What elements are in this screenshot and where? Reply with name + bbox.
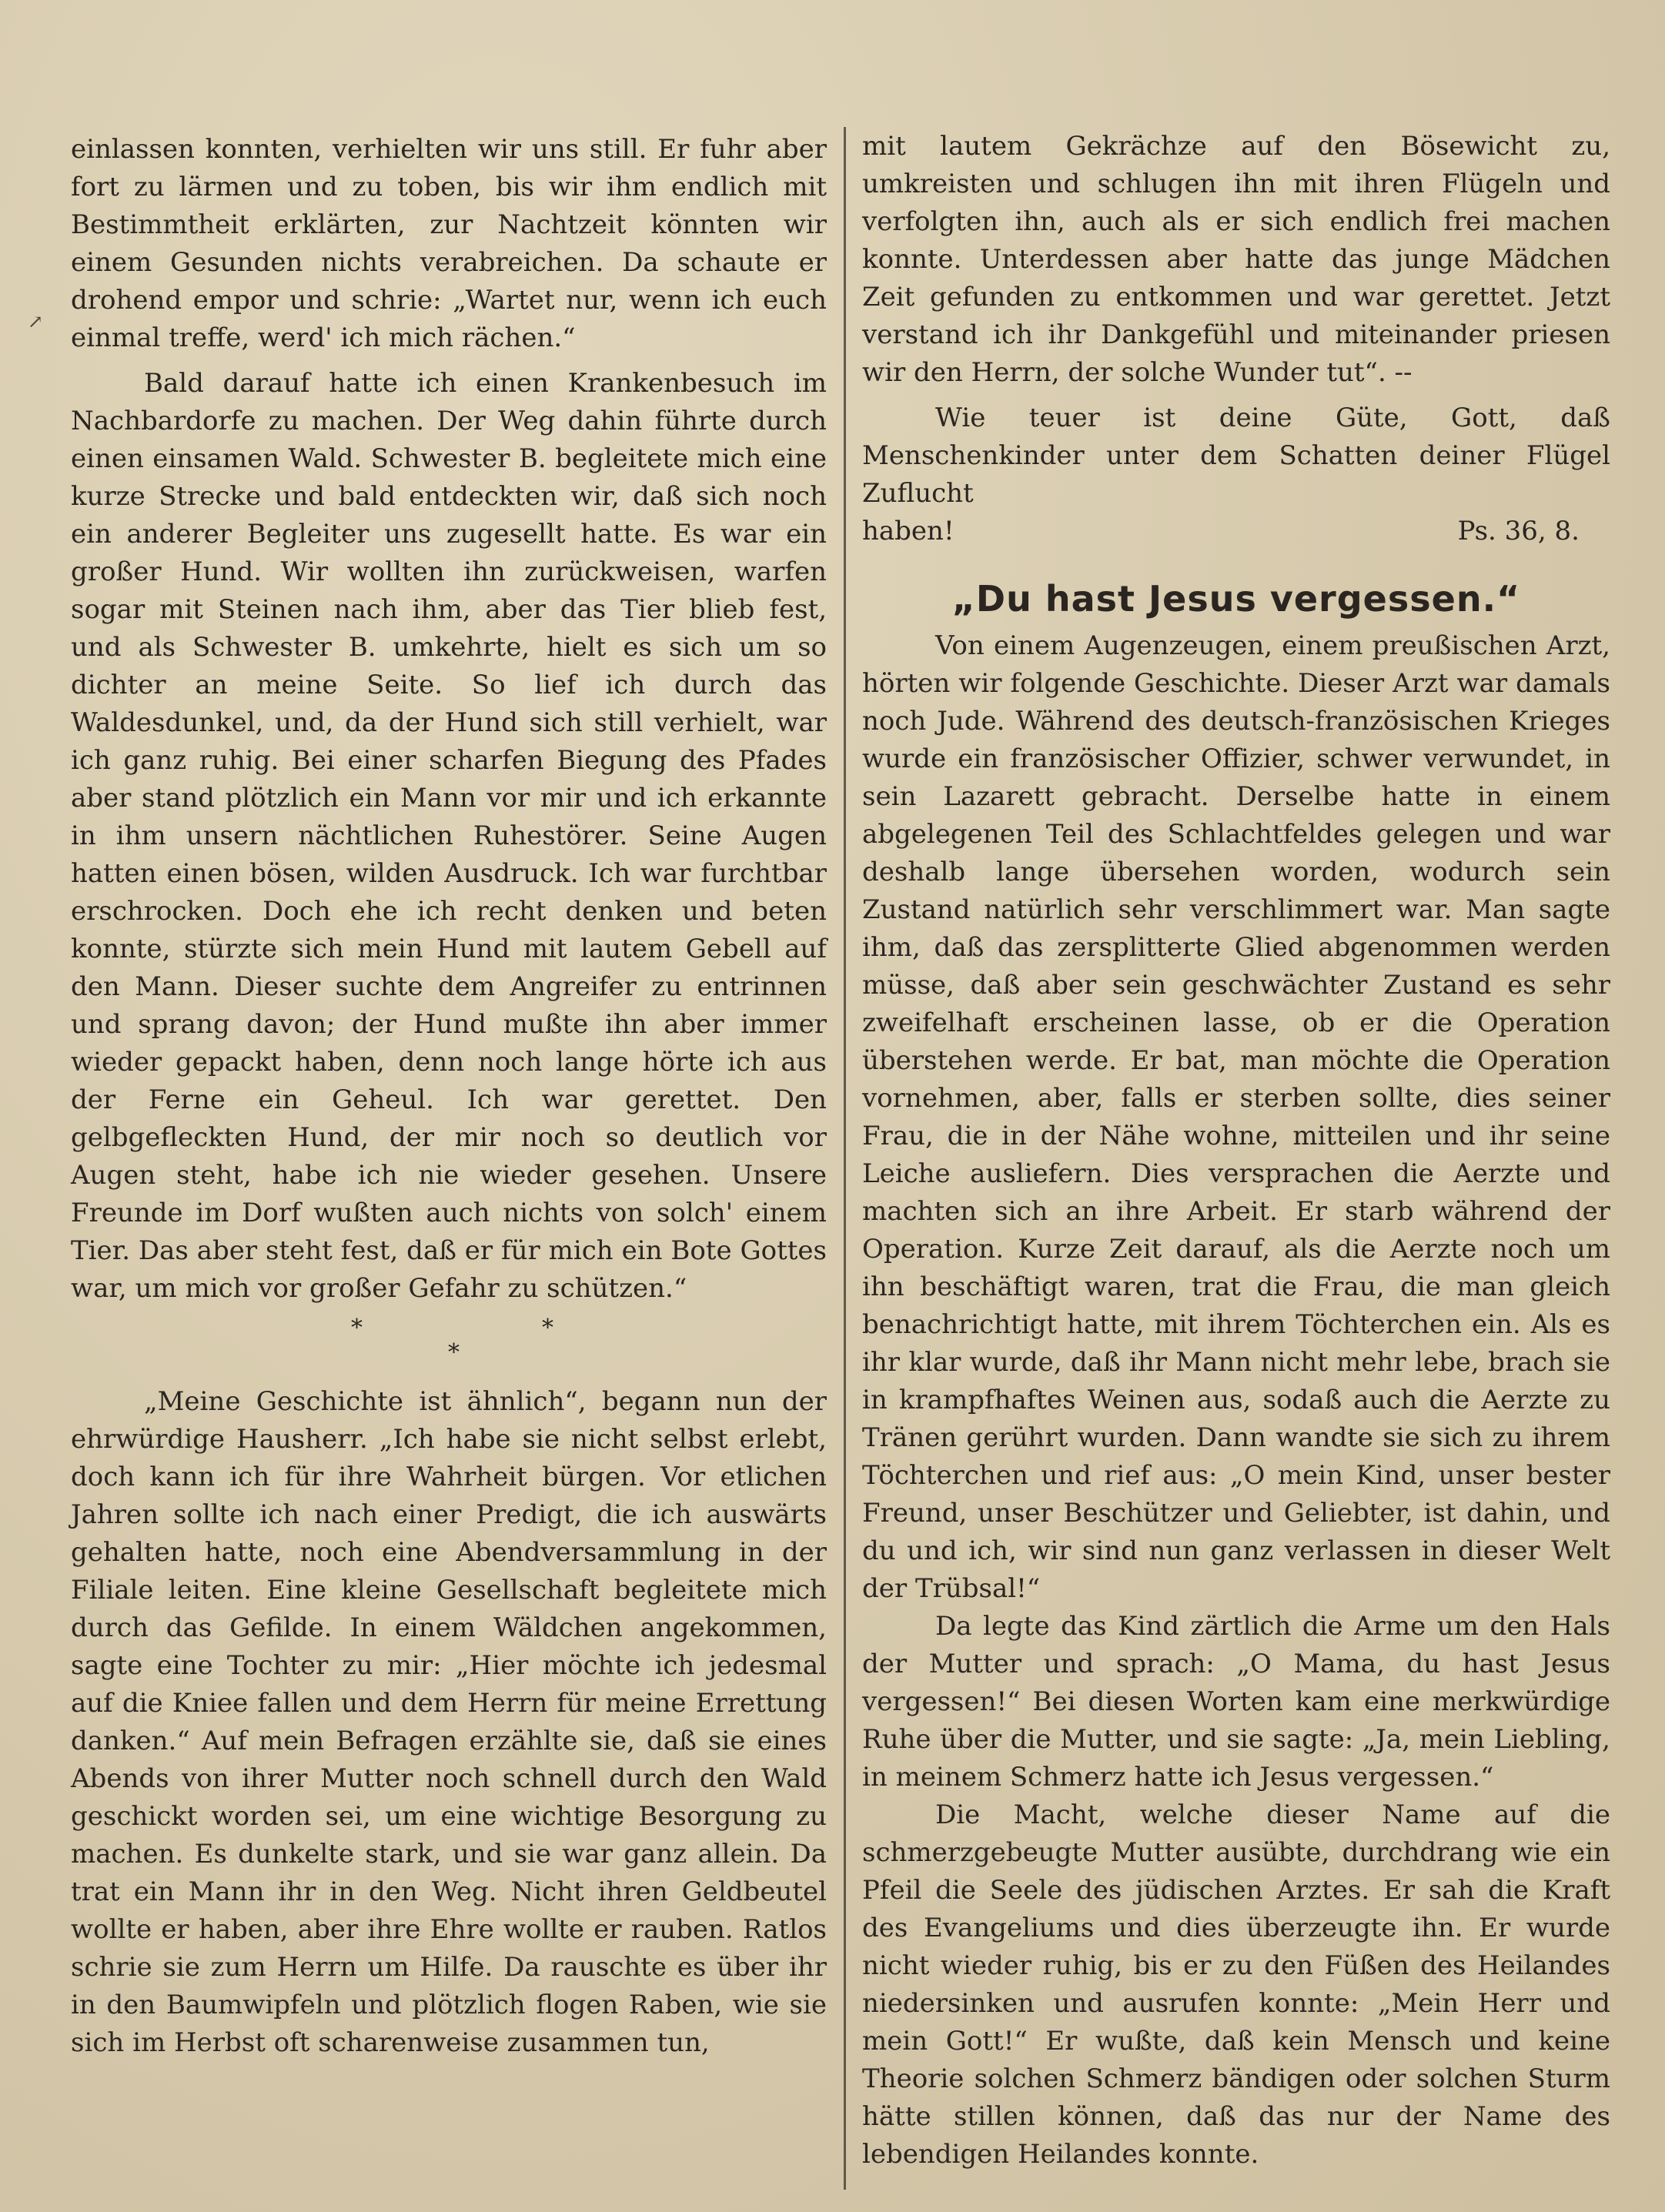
article-paragraph-2: Da legte das Kind zärtlich die Arme um den Hals der Mutter und sprach: „O Mama, du hast Jesus vergessen!“ Bei diesen Worten kam eine merkwürdige Ruhe über die Mutter, und sie sagte: „Ja, mein Liebling, in meinem Schmerz hatte ich Jesus vergessen.“ — [862, 1611, 1610, 1793]
paragraph-raven-story: „Meine Geschichte ist ähnlich“, begann nun der ehrwürdige Hausherr. „Ich habe sie nicht selbst erlebt, doch kann ich für ihre Wahrheit bürgen. Vor etlichen Jahren sollte ich nach einer Predigt, die ich auswärts gehalten hatte, noch eine Abendversammlung in der Filiale leiten. Eine kleine Gesellschaft begleitete mich durch das Gefilde. In einem Wäldchen angekommen, sagte eine Tochter zu mir: „Hier möchte ich jedesmal auf die Kniee fallen und dem Herrn für meine Errettung danken.“ Auf mein Befragen erzählte sie, daß sie eines Abends von ihrer Mutter noch schnell durch den Wald geschickt worden sei, um eine wichtige Besorgung zu machen. Es dunkelte stark, und sie war ganz allein. Da trat ein Mann ihr in den Weg. Nicht ihren Geldbeutel wollte er haben, aber ihre Ehre wollte er rauben. Ratlos schrie sie zum Herrn um Hilfe. Da rauschte es über ihr in den Baumwipfeln und plötzlich flogen Raben, wie sie sich im Herbst oft scharenweise zusammen tun, — [71, 1386, 827, 2058]
psalm-reference: Ps. 36, 8. — [1457, 516, 1580, 546]
psalm-citation-line — [862, 513, 1610, 550]
article-paragraph-3: Die Macht, welche dieser Name auf die schmerzgebeugte Mutter ausübte, durchdrang wie ein Pfeil die Seele des jüdischen Arztes. Er sah die Kraft des Evangeliums und dies überzeugte ihn. Er wurde nicht wieder ruhig, bis er zu den Füßen des Heilandes niedersinken und ausrufen konnte: „Mein Herr und mein Gott!“ Er wußte, daß kein Mensch und keine Theorie solchen Schmerz bändigen oder solchen Sturm hätte stillen können, daß das nur der Name des lebendigen Heilandes konnte. — [862, 1799, 1610, 2170]
paragraph-continuation: einlassen konnten, verhielten wir uns still. Er fuhr aber fort zu lärmen und zu toben, bis wir ihm endlich mit Bestimmtheit erklärten, zur Nachtzeit könnten wir einem Gesunden nichts verabreichen. Da schaute er drohend empor und schrie: „Wartet nur, wenn ich euch einmal treffe, werd' ich mich rächen.“ — [71, 134, 827, 353]
margin-mark: ↗ — [28, 311, 44, 332]
separator-star: * — [448, 1339, 460, 1366]
paragraph-dog-story: Bald darauf hatte ich einen Krankenbesuch im Nachbardorfe zu machen. Der Weg dahin führte durch einen einsamen Wald. Schwester B. begleitete mich eine kurze Strecke und bald entdeckten wir, daß sich noch ein anderer Begleiter uns zugesellt hatte. Es war ein großer Hund. Wir wollten ihn zurückweisen, warfen sogar mit Steinen nach ihm, aber das Tier blieb fest, und als Schwester B. umkehrte, hielt es sich um so dichter an meine Seite. So lief ich durch das Waldesdunkel, und, da der Hund sich still verhielt, war ich ganz ruhig. Bei einer scharfen Biegung des Pfades aber stand plötzlich ein Mann vor mir und ich erkannte in ihm unsern nächtlichen Ruhestörer. Seine Augen hatten einen bösen, wilden Ausdruck. Ich war furchtbar erschrocken. Doch ehe ich recht denken und beten konnte, stürzte sich mein Hund mit lautem Gebell auf den Mann. Dieser suchte dem Angreifer zu entrinnen und sprang davon; der Hund mußte ihn aber immer wieder gepackt haben, denn noch lange hörte ich aus der Ferne ein Geheul. Ich war gerettet. Den gelbgefleckten Hund, der mir noch so deutlich vor Augen steht, habe ich nie wieder gesehen. Unsere Freunde im Dorf wußten auch nichts von solch' einem Tier. Das aber steht fest, daß er für mich ein Bote Gottes war, um mich vor großer Gefahr zu schützen.“ — [71, 368, 827, 1304]
article-heading: „Du hast Jesus vergessen.“ — [951, 578, 1521, 620]
separator-star: * — [351, 1315, 363, 1342]
article-paragraph-1: Von einem Augenzeugen, einem preußischen Arzt, hörten wir folgende Geschichte. Dieser Arzt war damals noch Jude. Während des deutsch-französischen Krieges wurde ein französischer Offizier, schwer verwundet, in sein Lazarett gebracht. Derselbe hatte in einem abgelegenen Teil des Schlachtfeldes gelegen und war deshalb lange übersehen worden, wodurch sein Zustand natürlich sehr verschlimmert war. Man sagte ihm, daß das zersplitterte Glied abgenommen werden müsse, daß aber sein geschwächter Zustand es sehr zweifelhaft erscheinen lasse, ob er die Operation überstehen werde. Er bat, man möchte die Operation vornehmen, aber, falls er sterben sollte, dies seiner Frau, die in der Nähe wohne, mitteilen und ihr seine Leiche ausliefern. Dies versprachen die Aerzte und machten sich an ihre Arbeit. Er starb während der Operation. Kurze Zeit darauf, als die Aerzte noch um ihn beschäftigt waren, trat die Frau, die man gleich benachrichtigt hatte, mit ihrem Töchterchen ein. Als es ihr klar wurde, daß ihr Mann nicht mehr lebe, brach sie in krampfhaftes Weinen aus, sodaß auch die Aerzte zu Tränen gerührt wurden. Dann wandte sie sich zu ihrem Töchterchen und rief aus: „O mein Kind, unser bester Freund, unser Beschützer und Geliebter, ist dahin, und du und ich, wir sind nun ganz verlassen in dieser Welt der Trübsal!“ — [862, 630, 1610, 1604]
psalm-quote-end: haben! — [862, 516, 955, 546]
left-column — [71, 131, 827, 2062]
column-divider — [844, 127, 846, 2190]
right-column — [862, 128, 1610, 2174]
separator-star: * — [542, 1315, 553, 1342]
section-separator — [71, 1308, 827, 1383]
paragraph-raven-conclusion: mit lautem Gekrächze auf den Bösewicht zu, umkreisten und schlugen ihn mit ihren Flügeln und verfolgten ihn, auch als er sich endlich frei machen konnte. Unterdessen aber hatte das junge Mädchen Zeit gefunden zu entkommen und war gerettet. Jetzt verstand ich ihr Dankgefühl und miteinander priesen wir den Herrn, der solche Wunder tut“. -- — [862, 131, 1610, 388]
psalm-quote: Wie teuer ist deine Güte, Gott, daß Menschenkinder unter dem Schatten deiner Flügel Zuflucht — [862, 403, 1610, 509]
